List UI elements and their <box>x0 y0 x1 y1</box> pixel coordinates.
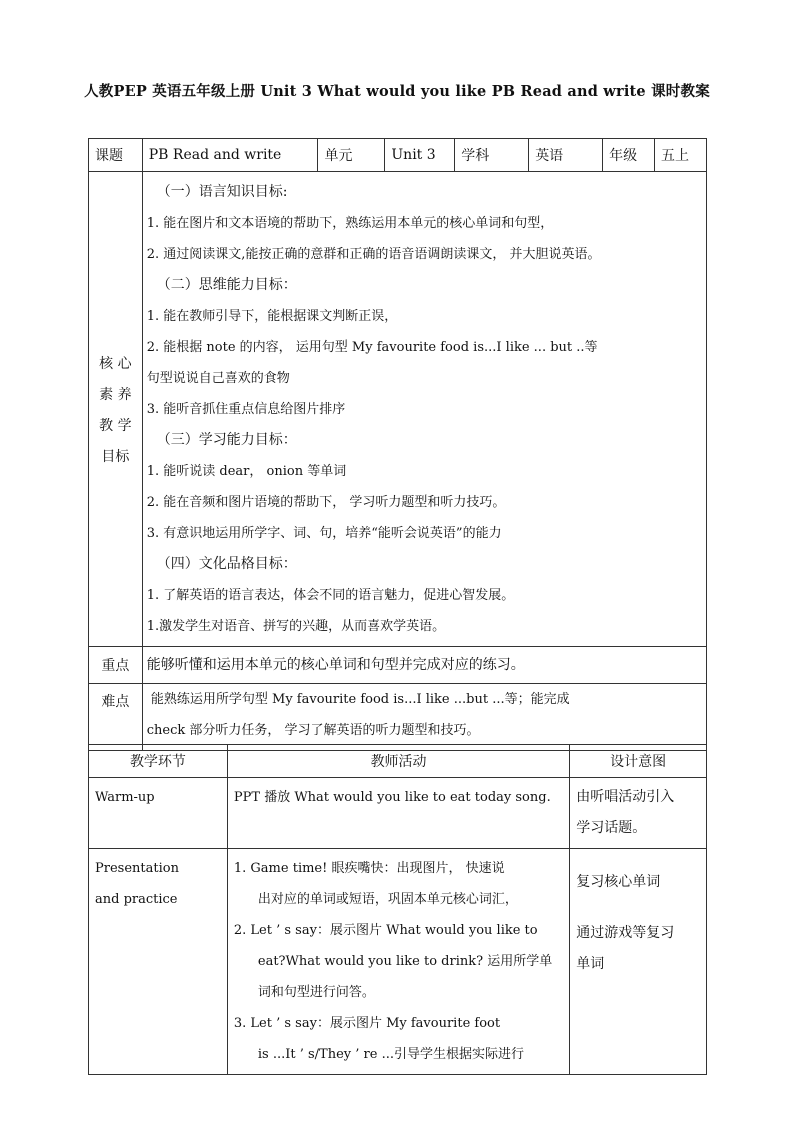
objectives-label-line: 目标 <box>101 449 130 465</box>
objective-line: 1. 能在图片和文本语境的帮助下，熟练运用本单元的核心单词和句型， <box>146 216 554 231</box>
objective-heading: （一）语言知识目标: <box>156 184 288 200</box>
design-line: 通过游戏等复习 <box>576 925 675 941</box>
activity-line: 1. Game time! 眼疾嘴快：出现图片， 快速说 <box>233 861 505 876</box>
design-line: 由听唱活动引入 <box>576 789 675 805</box>
design-cell <box>570 778 707 849</box>
objective-line: 2. 通过阅读课文,能按正确的意群和正确的语音语调朗读课文， 并大胆说英语。 <box>146 247 601 262</box>
objective-line: 1. 了解英语的语言表达，体会不同的语言魅力，促进心智发展。 <box>146 588 515 603</box>
difficulty-line: 能熟练运用所学句型 My favourite food is...I like ...but ...等；能完成 <box>146 692 570 707</box>
objective-heading: （二）思维能力目标： <box>156 277 297 293</box>
activity-cell <box>227 849 569 1075</box>
activity-line: is ...It ’ s/They ’ re ...引导学生根据实际进行 <box>257 1047 524 1062</box>
objective-line: 句型说说自己喜欢的食物 <box>146 371 290 386</box>
lesson-info-table <box>88 138 707 751</box>
design-cell <box>570 849 707 1075</box>
objective-line: 1. 能在教师引导下，能根据课文判断正误， <box>146 309 398 324</box>
design-line: 单词 <box>576 956 605 972</box>
key-point-row <box>89 647 707 684</box>
activity-line: 3. Let ’ s say：展示图片 My favourite foot <box>233 1016 501 1031</box>
difficulty-label: 难点 <box>89 684 143 751</box>
activity-line: eat?What would you like to drink? 运用所学单 <box>257 954 553 969</box>
topic-value: PB Read and write <box>142 139 318 172</box>
subject-value: 英语 <box>529 139 603 172</box>
unit-value: Unit 3 <box>385 139 455 172</box>
header-design: 设计意图 <box>570 745 707 778</box>
difficulty-line: check 部分听力任务， 学习了解英语的听力题型和技巧。 <box>146 723 480 738</box>
key-point-label: 重点 <box>89 647 143 684</box>
key-point-text: 能够听懂和运用本单元的核心单词和句型并完成对应的练习。 <box>142 647 706 684</box>
process-header-row <box>89 745 707 778</box>
objective-line: 3. 能听音抓住重点信息给图片排序 <box>146 402 346 417</box>
objective-line: 2. 能在音频和图片语境的帮助下， 学习听力题型和听力技巧。 <box>146 495 506 510</box>
grade-value: 五上 <box>655 139 707 172</box>
header-activity: 教师活动 <box>227 745 569 778</box>
difficulty-content <box>142 684 706 751</box>
design-line: 复习核心单词 <box>576 874 661 890</box>
activity-line: 2. Let ’ s say：展示图片 What would you like to <box>233 923 538 938</box>
design-line: 学习话题。 <box>576 820 647 836</box>
activity-line: 词和句型进行问答。 <box>257 985 375 1000</box>
unit-label: 单元 <box>318 139 385 172</box>
stage-cell: Warm-up <box>89 778 228 849</box>
activity-line: 出对应的单词或短语，巩固本单元核心词汇， <box>257 892 518 907</box>
page-title: 人教PEP 英语五年级上册 Unit 3 What would you like PB Read and write 课时教案 <box>84 83 710 100</box>
objectives-label <box>89 172 143 647</box>
objective-heading: （三）学习能力目标： <box>156 432 297 448</box>
info-row <box>89 139 707 172</box>
subject-label: 学科 <box>455 139 529 172</box>
objective-line: 3. 有意识地运用所学字、词、句，培养“能听会说英语”的能力 <box>146 526 502 541</box>
stage-cell: Presentation and practice <box>89 849 228 1075</box>
teaching-process-table <box>88 744 707 1075</box>
header-stage: 教学环节 <box>89 745 228 778</box>
activity-line: PPT 播放 What would you like to eat today song. <box>233 790 551 805</box>
grade-label: 年级 <box>603 139 655 172</box>
process-row-warmup <box>89 778 707 849</box>
difficulty-row <box>89 684 707 751</box>
objectives-row <box>89 172 707 647</box>
objectives-label-line: 核 心 <box>99 356 132 372</box>
objective-line: 2. 能根据 note 的内容， 运用句型 My favourite food is...I like ... but ..等 <box>146 340 598 355</box>
topic-label: 课题 <box>89 139 143 172</box>
objectives-label-line: 教 学 <box>99 418 132 434</box>
activity-cell <box>227 778 569 849</box>
objective-line: 1.激发学生对语音、拼写的兴趣，从而喜欢学英语。 <box>146 619 446 634</box>
objectives-label-line: 素 养 <box>99 387 132 403</box>
objective-line: 1. 能听说读 dear， onion 等单词 <box>146 464 347 479</box>
objectives-content <box>142 172 706 647</box>
objective-heading: （四）文化品格目标： <box>156 556 297 572</box>
process-row-presentation <box>89 849 707 1075</box>
